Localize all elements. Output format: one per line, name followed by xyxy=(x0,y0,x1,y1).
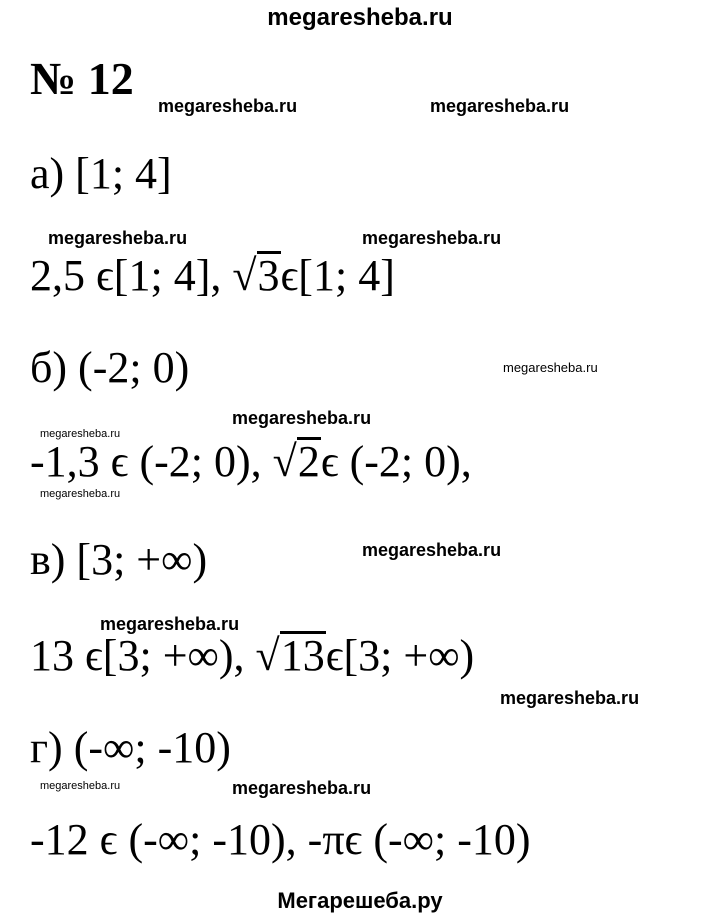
watermark: megaresheba.ru xyxy=(40,428,121,440)
part-b-text-2: ϵ (-2; 0), xyxy=(320,437,472,486)
watermark: megaresheba.ru xyxy=(430,96,570,116)
sqrt-symbol: √13 xyxy=(255,631,325,680)
part-v-text-2: ϵ[3; +∞) xyxy=(325,631,475,680)
watermark: megaresheba.ru xyxy=(48,228,188,248)
part-b-text-1: -1,3 ϵ (-2; 0), xyxy=(30,437,273,486)
sqrt-symbol: √2 xyxy=(272,437,320,486)
header-watermark: megaresheba.ru xyxy=(267,4,453,31)
part-v-radicand: 13 xyxy=(280,631,325,680)
watermark: megaresheba.ru xyxy=(232,778,372,798)
watermark: megaresheba.ru xyxy=(100,614,240,634)
part-a-heading: а) [1; 4] xyxy=(30,149,172,198)
part-v-heading: в) [3; +∞) xyxy=(30,535,208,584)
watermark: megaresheba.ru xyxy=(158,96,298,116)
sqrt-symbol: √3 xyxy=(232,251,280,300)
task-number: № 12 xyxy=(30,53,134,104)
part-b-radicand: 2 xyxy=(297,437,320,486)
watermark: megaresheba.ru xyxy=(40,488,121,500)
watermark: megaresheba.ru xyxy=(362,228,502,248)
watermark: megaresheba.ru xyxy=(362,540,502,560)
watermark: megaresheba.ru xyxy=(503,360,598,375)
part-g-heading: г) (-∞; -10) xyxy=(30,723,231,772)
watermark: megaresheba.ru xyxy=(232,408,372,428)
part-g-answer: -12 ϵ (-∞; -10), -πϵ (-∞; -10) xyxy=(30,815,531,864)
watermark: megaresheba.ru xyxy=(40,780,121,792)
watermark: megaresheba.ru xyxy=(500,688,640,708)
part-b-answer xyxy=(30,436,472,487)
part-a-text-2: ϵ[1; 4] xyxy=(280,251,395,300)
part-b-heading: б) (-2; 0) xyxy=(30,343,190,392)
part-a-answer xyxy=(30,250,395,301)
part-v-answer xyxy=(30,630,474,681)
footer-watermark: Мегарешеба.ру xyxy=(277,888,443,913)
part-v-text-1: 13 ϵ[3; +∞), xyxy=(30,631,256,680)
part-a-radicand: 3 xyxy=(257,251,280,300)
part-a-text-1: 2,5 ϵ[1; 4], xyxy=(30,251,233,300)
